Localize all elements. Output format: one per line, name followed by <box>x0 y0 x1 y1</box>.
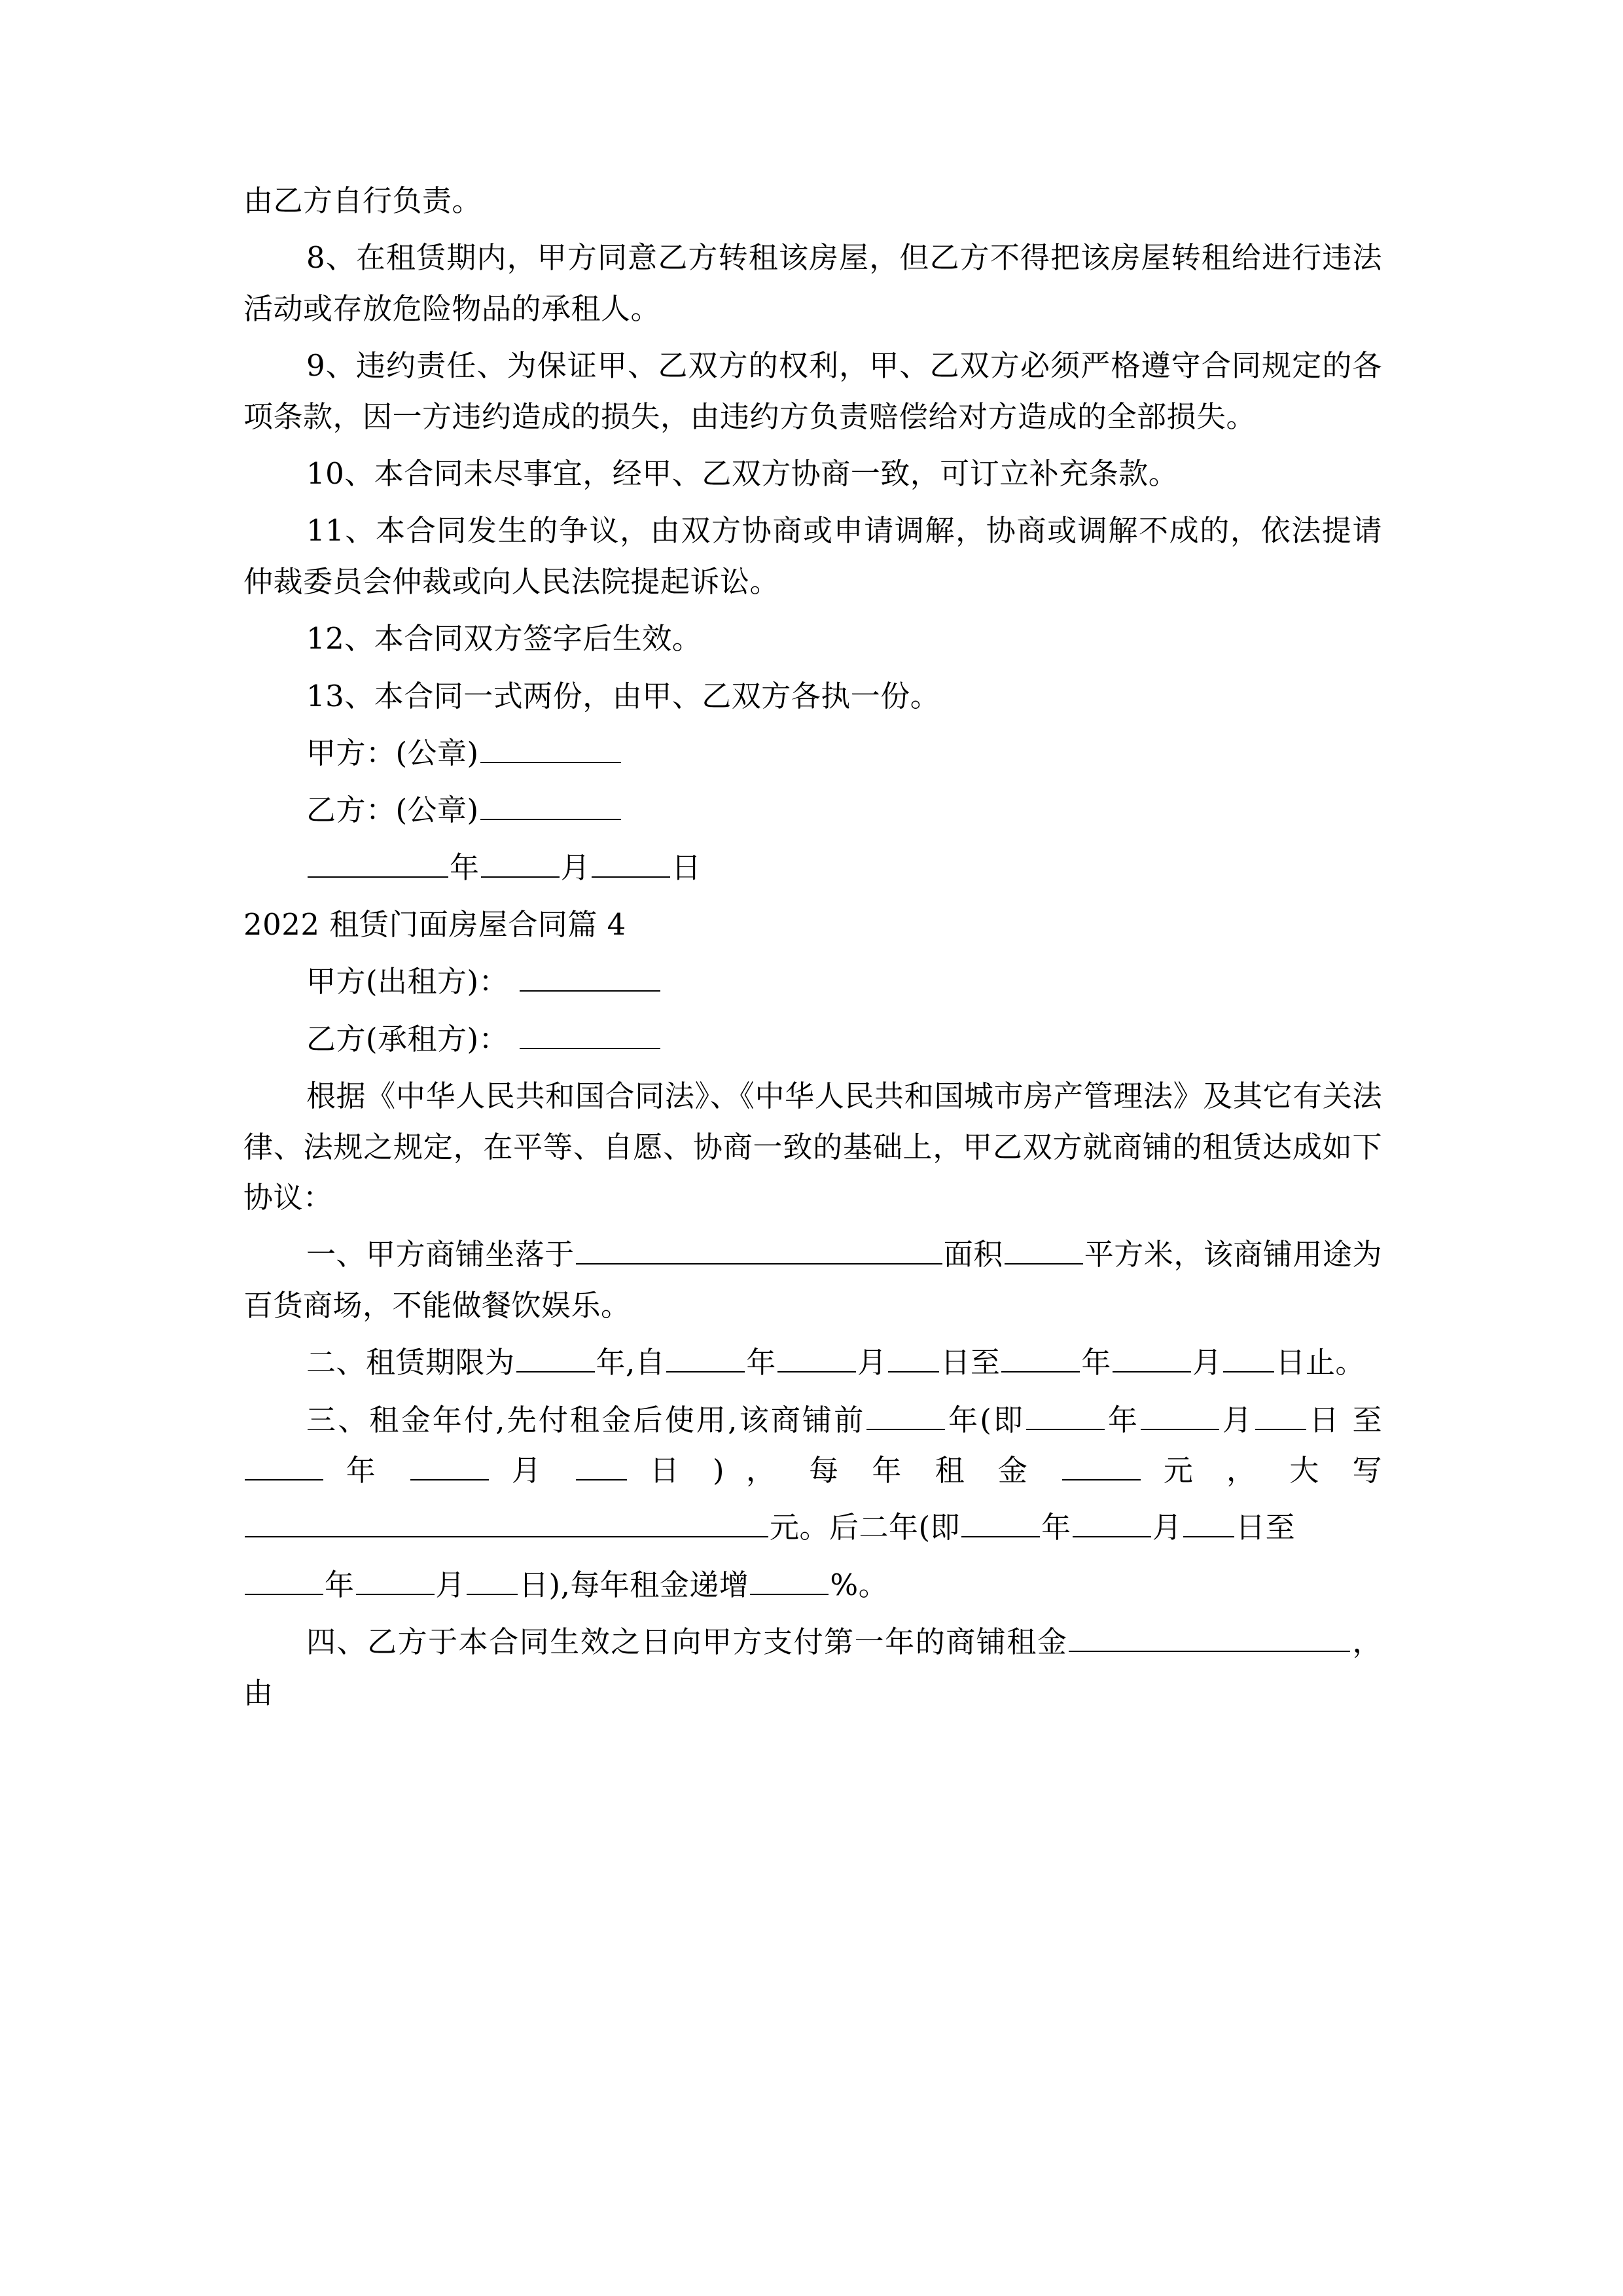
paragraph <box>243 175 1382 226</box>
text-run: 由乙方自行负责。 <box>243 183 482 218</box>
text-run: 月 <box>1152 1510 1183 1545</box>
fill-in-blank[interactable] <box>467 1564 518 1595</box>
text-run: 年 <box>450 850 480 885</box>
text-run: 年 <box>325 1567 355 1602</box>
paragraph <box>243 728 1382 778</box>
text-run: 二、租赁期限为 <box>306 1345 515 1380</box>
paragraph <box>243 671 1382 721</box>
text-run: 10、本合同未尽事宜，经甲、乙双方协商一致，可订立补充条款。 <box>306 456 1179 491</box>
text-run: 月 <box>490 1452 575 1488</box>
text-run: 日 至 <box>1308 1402 1382 1437</box>
text-run: 乙方(承租方)： <box>306 1021 518 1056</box>
text-run: 11、本合同发生的争议，由双方协商或申请调解，协商或调解不成的，依法提请仲裁委员会仲裁或向人民法院提起诉讼。 <box>243 513 1382 599</box>
text-run: 面积 <box>943 1237 1003 1272</box>
paragraph <box>243 1395 1382 1496</box>
fill-in-blank[interactable] <box>750 1564 829 1595</box>
fill-in-blank[interactable] <box>1141 1399 1219 1430</box>
fill-in-blank[interactable] <box>666 1341 745 1372</box>
fill-in-blank[interactable] <box>576 1449 627 1480</box>
text-run: 日),每年租金递增 <box>519 1567 749 1602</box>
text-run: 年,自 <box>596 1345 666 1380</box>
fill-in-blank[interactable] <box>1223 1341 1274 1372</box>
fill-in-blank[interactable] <box>1073 1506 1151 1537</box>
fill-in-blank[interactable] <box>1001 1341 1080 1372</box>
text-run: ，由 <box>243 1624 1382 1710</box>
fill-in-blank[interactable] <box>520 1018 660 1049</box>
fill-in-blank[interactable] <box>520 960 660 992</box>
fill-in-blank[interactable] <box>410 1449 489 1480</box>
text-run: %。 <box>830 1567 889 1602</box>
paragraph <box>243 956 1382 1007</box>
text-run: 9、违约责任、为保证甲、乙双方的权利，甲、乙双方必须严格遵守合同规定的各项条款，因一方违约造成的损失，由违约方负责赔偿给对方造成的全部损失。 <box>243 348 1382 434</box>
text-run: 平方米，该商铺用途为百货商场，不能做餐饮娱乐。 <box>243 1237 1382 1323</box>
text-run: 元 ， 大 写 <box>1142 1452 1383 1488</box>
text-run: 日 <box>671 850 702 885</box>
fill-in-blank[interactable] <box>592 846 670 878</box>
fill-in-blank[interactable] <box>1255 1399 1306 1430</box>
text-run: 年 <box>1081 1345 1111 1380</box>
text-run: 乙方：(公章) <box>306 793 479 828</box>
section-heading <box>243 899 1382 950</box>
text-run: 日止。 <box>1275 1345 1365 1380</box>
text-run: 日 ) ， 每 年 租 金 <box>628 1452 1061 1488</box>
fill-in-blank[interactable] <box>1183 1506 1234 1537</box>
text-run: 元。后二年(即 <box>770 1510 961 1545</box>
fill-in-blank[interactable] <box>1005 1233 1083 1265</box>
text-run: 四、乙方于本合同生效之日向甲方支付第一年的商铺租金 <box>306 1624 1068 1660</box>
paragraph <box>243 1337 1382 1388</box>
paragraph <box>243 613 1382 664</box>
text-run: 2022 租赁门面房屋合同篇 4 <box>243 907 626 942</box>
paragraph <box>243 1502 1382 1552</box>
fill-in-blank[interactable] <box>516 1341 595 1372</box>
fill-in-blank[interactable] <box>480 789 621 820</box>
fill-in-blank[interactable] <box>480 732 621 763</box>
text-run: 根据《中华人民共和国合同法》、《中华人民共和国城市房产管理法》及其它有关法律、法规之规定，在平等、自愿、协商一致的基础上，甲乙双方就商铺的租赁达成如下协议： <box>243 1079 1382 1215</box>
text-run: 月 <box>1221 1402 1255 1437</box>
text-run: 年(即 <box>946 1402 1026 1437</box>
paragraph <box>243 448 1382 499</box>
fill-in-blank[interactable] <box>1062 1449 1141 1480</box>
text-run: 月 <box>1192 1345 1222 1380</box>
paragraph <box>243 505 1382 607</box>
text-run: 年 <box>1041 1510 1071 1545</box>
fill-in-blank[interactable] <box>1113 1341 1191 1372</box>
text-run: 月 <box>857 1345 887 1380</box>
text-run: 13、本合同一式两份，由甲、乙双方各执一份。 <box>306 678 940 713</box>
text-run: 年 <box>1106 1402 1140 1437</box>
fill-in-blank[interactable] <box>481 846 560 878</box>
text-run: 12、本合同双方签字后生效。 <box>306 621 702 656</box>
paragraph <box>243 1560 1382 1610</box>
text-run: 8、在租赁期内，甲方同意乙方转租该房屋，但乙方不得把该房屋转租给进行违法活动或存放危险物品的承租人。 <box>243 240 1382 326</box>
paragraph <box>243 785 1382 835</box>
fill-in-blank[interactable] <box>356 1564 435 1595</box>
paragraph <box>243 1617 1382 1718</box>
fill-in-blank[interactable] <box>961 1506 1040 1537</box>
paragraph <box>243 232 1382 334</box>
fill-in-blank[interactable] <box>1026 1399 1105 1430</box>
text-run: 日至 <box>940 1345 1001 1380</box>
text-run: 月 <box>435 1567 466 1602</box>
text-run: 甲方(出租方)： <box>306 964 518 999</box>
fill-in-blank[interactable] <box>777 1341 856 1372</box>
paragraph <box>243 842 1382 893</box>
fill-in-blank[interactable] <box>866 1399 945 1430</box>
text-run: 年 <box>746 1345 776 1380</box>
text-run: 一、甲方商铺坐落于 <box>306 1237 575 1272</box>
paragraph <box>243 1071 1382 1223</box>
paragraph <box>243 1229 1382 1331</box>
text-run: 年 <box>325 1452 410 1488</box>
paragraph <box>243 1014 1382 1064</box>
fill-in-blank[interactable] <box>245 1449 323 1480</box>
text-run: 月 <box>560 850 591 885</box>
fill-in-blank[interactable] <box>1069 1621 1350 1652</box>
paragraph <box>243 340 1382 442</box>
fill-in-blank[interactable] <box>888 1341 939 1372</box>
fill-in-blank[interactable] <box>245 1506 768 1537</box>
fill-in-blank[interactable] <box>576 1233 942 1265</box>
text-run: 三、租金年付,先付租金后使用,该商铺前 <box>306 1402 866 1437</box>
document-body <box>243 175 1382 1725</box>
text-run: 甲方：(公章) <box>306 735 479 770</box>
fill-in-blank[interactable] <box>245 1564 323 1595</box>
text-run: 日至 <box>1236 1510 1296 1545</box>
fill-in-blank[interactable] <box>308 846 448 878</box>
